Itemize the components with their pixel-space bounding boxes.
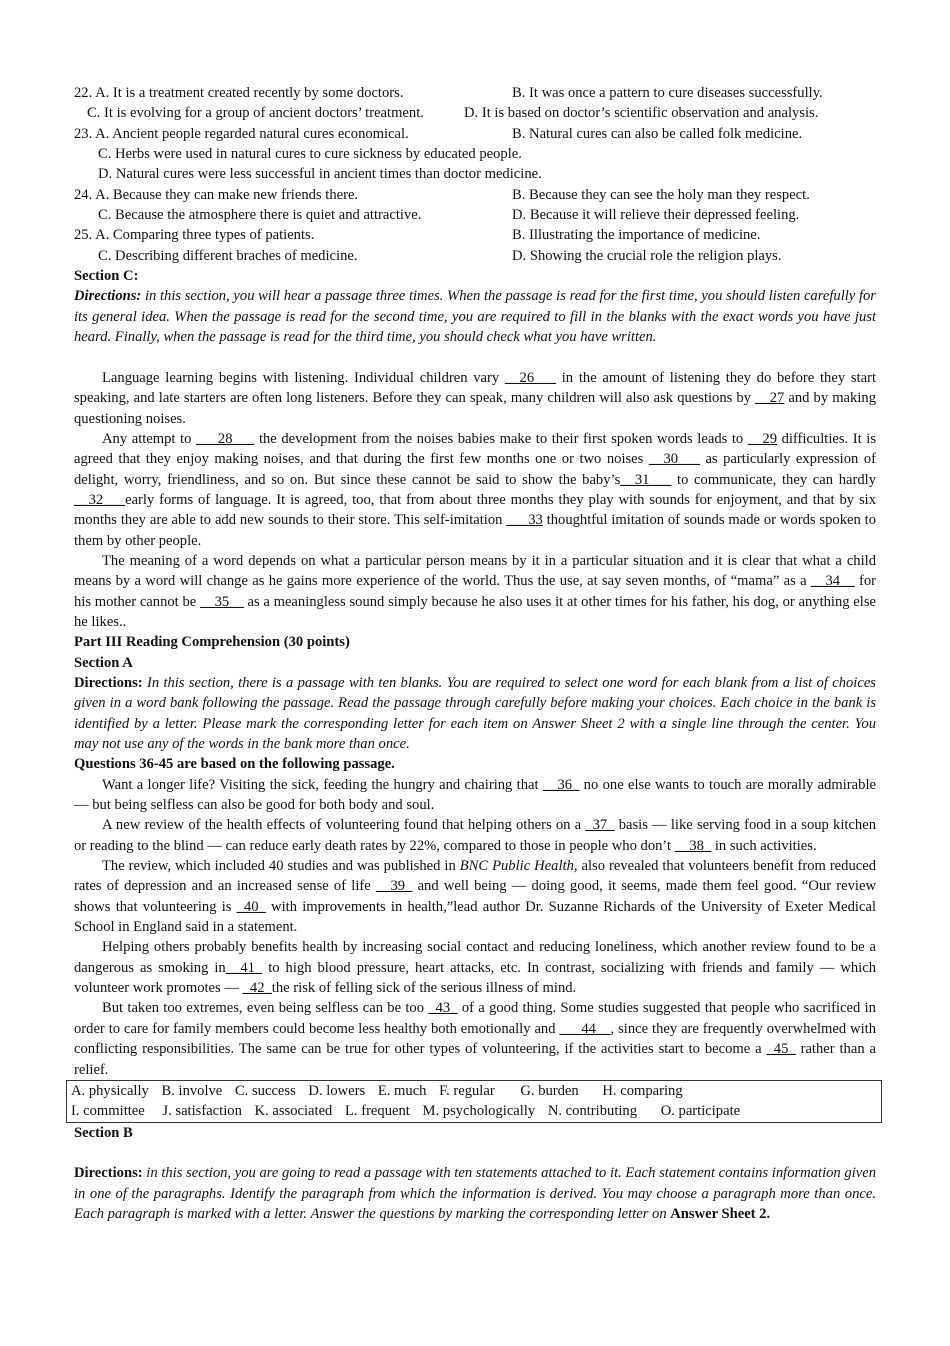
section-a-paragraph-3: The review, which included 40 studies and was published in BNC Public Health, also revealed that volunteers benefit from reduced rates of depression and an increased sense of life __39_ and well being — doing good, it seems, made them feel good. “Our review shows that volunteering is _40_ with improvements in health,”lead author Dr. Suzanne Richards of the University of Exeter Medical School in England said in a statement.: [74, 858, 876, 936]
question-22-option-a: 22. A. It is a treatment created recently by some doctors.: [74, 85, 404, 101]
question-25-option-d: D. Showing the crucial role the religion plays.: [512, 247, 782, 264]
blank-43[interactable]: _43_: [428, 1000, 458, 1017]
word-g: G. burden: [520, 1082, 579, 1099]
question-23-option-a: 23. A. Ancient people regarded natural cures economical.: [74, 125, 409, 142]
question-25-option-b: B. Illustrating the importance of medicine.: [512, 227, 761, 244]
section-c-paragraph-3: The meaning of a word depends on what a particular person means by it in a particular situation and it is clear that what a child means by a word will change as he gains more experience of the world. Thus the use, at say seven months, of “mama” as a __34__ for his mother cannot be __35__ as a meaningless sound simply because he also uses it at other times for his father, his dog, or anything else he likes..: [74, 552, 877, 630]
journal-name: BNC Public Health,: [459, 858, 578, 875]
section-a-paragraph-5: But taken too extremes, even being selfless can be too _43_ of a good thing. Some studies suggested that people who sacrificed in order to care for family members could become less healthy both emotionally and ___44__, since they are frequently overwhelmed with conflicting responsibilities. The same can be true for other types of volunteering, if the activities start to become a _45_ rather than a relief.: [74, 1000, 877, 1078]
blank-41[interactable]: __41_: [225, 959, 263, 976]
word-j: J. satisfaction: [162, 1103, 242, 1120]
section-c-directions: [74, 286, 876, 347]
exam-page: [71, 83, 877, 1224]
question-22: [74, 83, 876, 103]
directions-text: In this section, there is a passage with ten blanks. You are required to select one word for each blank from a list of choices given in a word bank following the passage. Read the passage through carefully before making your choices. Each choice in the bank is identified by a letter. Please mark the corresponding letter for each item on Answer Sheet 2 with a single line through the center. You may not use any of the words in the bank more than once.: [74, 674, 876, 752]
blank-37[interactable]: _37_: [585, 817, 615, 834]
questions-note: Questions 36-45 are based on the following passage.: [74, 756, 395, 773]
directions-label: Directions:: [74, 288, 142, 305]
word-m: M. psychologically: [422, 1103, 536, 1120]
word-bank-row-1: [71, 1081, 881, 1101]
blank-44[interactable]: ___44__: [559, 1020, 611, 1037]
section-c-paragraph-2: Any attempt to ___28___ the development from the noises babies make to their first spoken words leads to __29 difficulties. It is agreed that they enjoy making noises, and that during the first few months one or two noises __30___ as particularly expression of delight, worry, friendliness, and so on. But since these cannot be said to show the baby’s__31___ to communicate, they can hardly __32___early forms of language. It is agreed, too, that from about three months they play with sounds for enjoyment, and that by six months they are able to add new sounds to their store. This self-imitation ___33 thoughtful imitation of sounds made or words spoken to them by other people.: [74, 430, 877, 549]
word-l: L. frequent: [345, 1103, 410, 1120]
word-f: F. regular: [439, 1082, 495, 1099]
section-b-heading: Section B: [74, 1124, 133, 1141]
question-24-row-2: [74, 205, 876, 225]
directions-label: Directions:: [74, 674, 143, 691]
blank-32[interactable]: __32___: [74, 491, 126, 508]
question-23: [74, 124, 876, 144]
section-a-heading: Section A: [74, 654, 133, 671]
blank-38[interactable]: __38_: [674, 837, 712, 854]
word-c: C. success: [234, 1082, 296, 1099]
question-24-option-a: 24. A. Because they can make new friends there.: [74, 186, 359, 203]
question-25-option-c: C. Describing different braches of medicine.: [98, 247, 358, 264]
question-23-option-b: B. Natural cures can also be called folk medicine.: [512, 125, 803, 142]
section-a-paragraph-1: Want a longer life? Visiting the sick, feeding the hungry and chairing that __36_ no one else wants to touch are morally admirable — but being selfless can also be good for both body and soul.: [74, 776, 876, 814]
question-24-option-b: B. Because they can see the holy man they respect.: [512, 186, 810, 203]
word-bank: [66, 1080, 882, 1123]
word-bank-row-2: [71, 1101, 881, 1121]
blank-36[interactable]: __36_: [542, 776, 580, 793]
blank-27[interactable]: __27: [755, 390, 785, 407]
spacer: [74, 1143, 876, 1163]
question-22-row-2: [74, 103, 876, 123]
blank-35[interactable]: __35__: [199, 593, 244, 610]
blank-28[interactable]: ___28___: [196, 430, 255, 447]
question-25: [74, 225, 876, 245]
question-25-option-a: 25. A. Comparing three types of patients.: [74, 227, 315, 244]
word-a: A. physically: [71, 1082, 149, 1099]
section-a-directions: [74, 673, 876, 754]
question-22-option-d: D. It is based on doctor’s scientific observation and analysis.: [464, 105, 819, 122]
blank-26[interactable]: __26___: [504, 369, 557, 386]
answer-sheet-label: Answer Sheet 2.: [670, 1205, 771, 1222]
section-c-paragraph-1: Language learning begins with listening. Individual children vary __26___ in the amount of listening they do before they start speaking, and late starters are often long listeners. Before they can speak, many children will also ask questions by __27 and by making questioning noises.: [74, 369, 876, 427]
spacer: [74, 347, 876, 367]
word-k: K. associated: [254, 1103, 333, 1120]
blank-31[interactable]: __31___: [620, 471, 672, 488]
word-e: E. much: [377, 1082, 427, 1099]
blank-30[interactable]: __30___: [648, 451, 700, 468]
section-b-directions: [74, 1163, 876, 1224]
section-c-heading: Section C:: [74, 268, 139, 285]
word-o: O. participate: [660, 1103, 741, 1120]
directions-label: Directions:: [74, 1165, 143, 1182]
question-25-row-2: [74, 246, 876, 266]
question-24: [74, 185, 876, 205]
directions-text: in this section, you will hear a passage three times. When the passage is read for the first time, you should listen carefully for its general idea. When the passage is read for the second time, you are required to fill in the blanks with the exact words you have just heard. Finally, when the passage is read for the third time, you should check what you have written.: [74, 288, 876, 346]
blank-39[interactable]: __39_: [375, 878, 413, 895]
question-22-option-b: B. It was once a pattern to cure diseases successfully.: [512, 85, 823, 101]
word-n: N. contributing: [547, 1103, 638, 1120]
question-23-option-d: D. Natural cures were less successful in ancient times than doctor medicine.: [98, 166, 542, 183]
question-24-option-d: D. Because it will relieve their depressed feeling.: [512, 207, 800, 224]
word-d: D. lowers: [308, 1082, 366, 1099]
question-23-option-c: C. Herbs were used in natural cures to cure sickness by educated people.: [98, 146, 522, 163]
section-a-paragraph-4: Helping others probably benefits health by increasing social contact and reducing loneliness, which another review found to be a dangerous as smoking in__41_ to high blood pressure, heart attacks, etc. In contrast, socializing with friends and family — which volunteer work promotes — _42_the risk of felling sick of the serious illness of mind.: [74, 939, 876, 997]
blank-29[interactable]: __29: [747, 430, 777, 447]
blank-45[interactable]: _45_: [766, 1041, 796, 1058]
part-3-heading: Part III Reading Comprehension (30 points): [74, 634, 350, 651]
blank-40[interactable]: _40_: [236, 898, 266, 915]
question-22-option-c: C. It is evolving for a group of ancient doctors’ treatment.: [87, 105, 424, 122]
blank-33[interactable]: ___33: [506, 512, 543, 529]
directions-text: in this section, you are going to read a passage with ten statements attached to it. Each statement contains information given in one of the paragraphs. Identify the paragraph from which the information is derived. You may choose a paragraph more than once. Each paragraph is marked with a letter. Answer the questions by marking the corresponding letter on: [74, 1165, 876, 1222]
word-b: B. involve: [161, 1082, 223, 1099]
blank-34[interactable]: __34__: [810, 573, 855, 590]
section-a-paragraph-2: A new review of the health effects of volunteering found that helping others on a _37_ basis — like serving food in a soup kitchen or reading to the blind — can reduce early death rates by 22%, compared to those in people who don’t __38_ in such activities.: [74, 817, 876, 854]
word-h: H. comparing: [602, 1082, 683, 1099]
blank-42[interactable]: _42_: [242, 980, 272, 997]
word-i: I. committee: [71, 1103, 145, 1120]
question-24-option-c: C. Because the atmosphere there is quiet and attractive.: [98, 207, 422, 224]
